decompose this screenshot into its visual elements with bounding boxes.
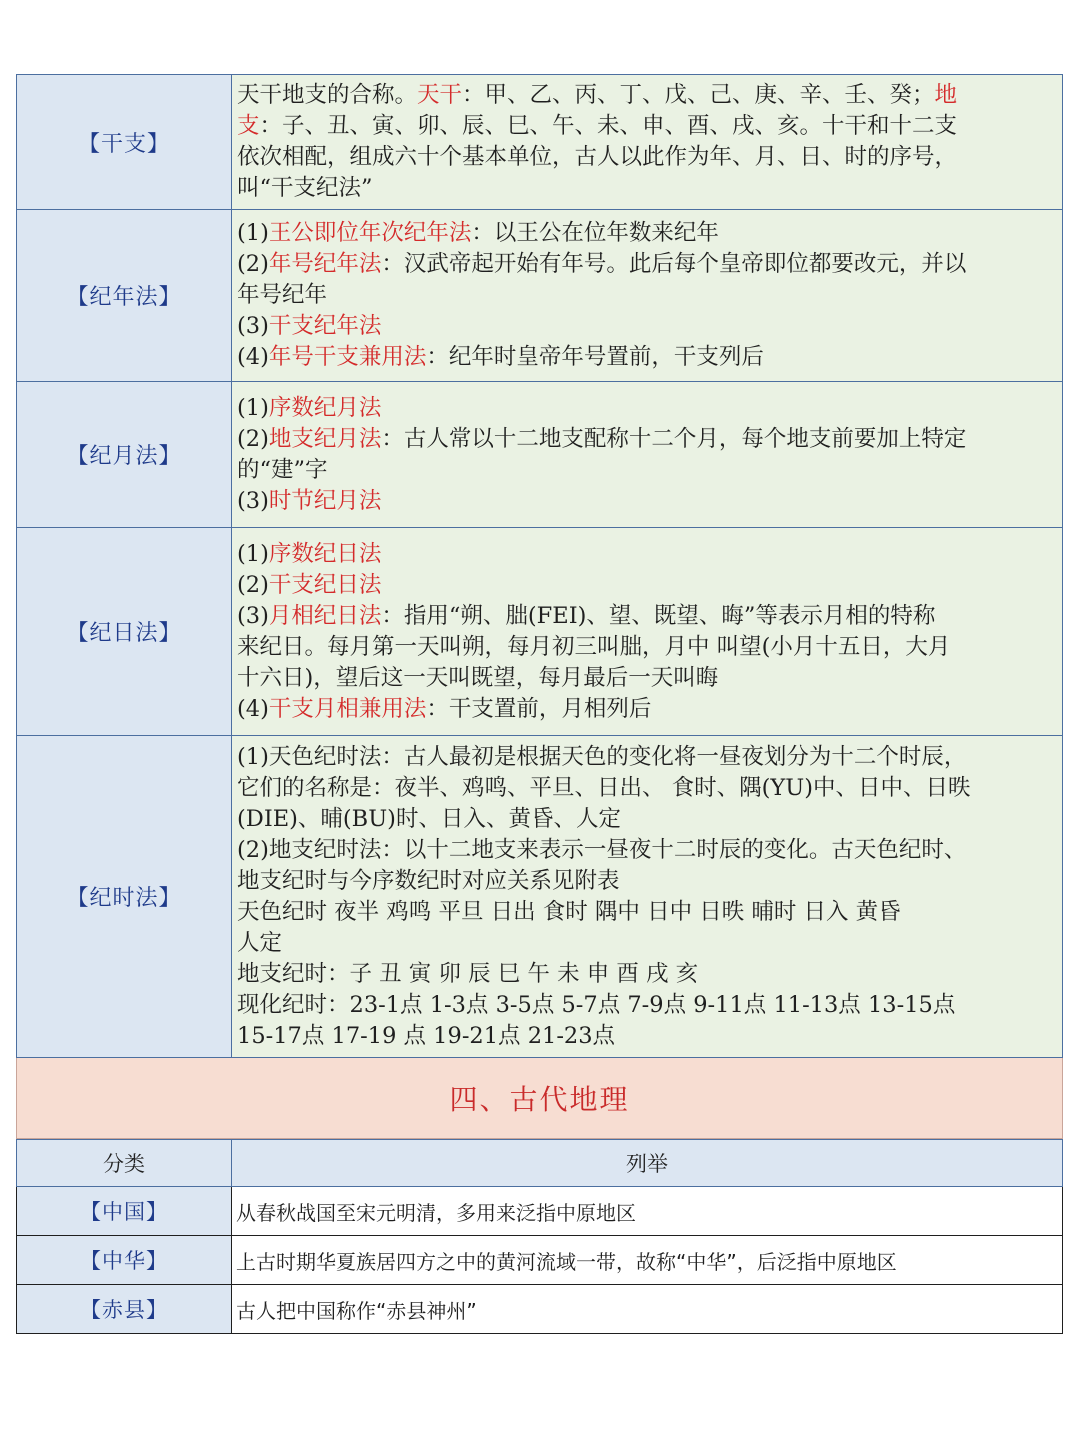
highlighted-term: 序数纪日法 (268, 540, 382, 567)
text-segment: (2) (237, 571, 269, 598)
text-segment: 叫“干支纪法” (237, 175, 373, 201)
highlighted-term: 支 (237, 113, 260, 139)
calendar-row (17, 210, 1063, 382)
text-segment: ：干支置前，月相列后 (426, 695, 652, 722)
description-line (237, 866, 1058, 897)
description-line (237, 342, 1058, 373)
geography-row (17, 1285, 1063, 1334)
description-line (237, 928, 1058, 959)
highlighted-term: 时节纪月法 (268, 487, 382, 514)
section-heading: 四、古代地理 (17, 1058, 1063, 1139)
text-segment: (2) (237, 425, 269, 452)
term-label: 【纪日法】 (17, 528, 232, 736)
geography-description: 古人把中国称作“赤县神州” (232, 1285, 1063, 1334)
description-line (237, 601, 1058, 632)
description-line (237, 1021, 1058, 1052)
highlighted-term: 天干 (417, 82, 463, 108)
geography-term: 【中国】 (17, 1187, 232, 1236)
geography-term: 【中华】 (17, 1236, 232, 1285)
text-segment: (2)地支纪时法：以十二地支来表示一昼夜十二时辰的变化。古天色纪时、 (237, 836, 967, 863)
text-segment: 地支纪时：子 丑 寅 卯 辰 巳 午 未 申 酉 戌 亥 (237, 960, 699, 987)
description-line (237, 218, 1058, 249)
highlighted-term: 年号干支兼用法 (268, 344, 427, 370)
text-segment: 它们的名称是：夜半、鸡鸣、平旦、日出、 食时、隅(YU)中、日中、日昳 (237, 774, 971, 801)
description-line (237, 804, 1058, 835)
description-line (237, 959, 1058, 990)
term-label: 【纪时法】 (17, 736, 232, 1058)
description-line (237, 424, 1058, 455)
description-line (237, 455, 1058, 486)
highlighted-term: 王公即位年次纪年法 (268, 220, 472, 246)
text-segment: (2) (237, 251, 269, 277)
highlighted-term: 干支月相兼用法 (268, 695, 427, 722)
calendar-table-body (17, 75, 1063, 1058)
description-line (237, 694, 1058, 725)
description-line (237, 173, 1058, 204)
description-line (237, 111, 1058, 142)
description-line (237, 280, 1058, 311)
description-line (237, 632, 1058, 663)
calendar-row (17, 75, 1063, 210)
term-description (232, 528, 1063, 736)
text-segment: 来纪日。每月第一天叫朔，每月初三叫朏，月中 叫望(小月十五日，大月 (237, 633, 951, 660)
description-line (237, 835, 1058, 866)
text-segment: ：古人常以十二地支配称十二个月，每个地支前要加上特定 (381, 425, 967, 452)
calendar-row (17, 528, 1063, 736)
calendar-table (16, 74, 1063, 1139)
geography-table-body (17, 1140, 1063, 1334)
description-line (237, 742, 1058, 773)
highlighted-term: 地 (934, 82, 958, 108)
description-line (237, 570, 1058, 601)
text-segment: 年号纪年 (237, 282, 328, 308)
text-segment: (4) (237, 344, 269, 370)
text-segment: (1) (237, 220, 269, 246)
section-heading-row (17, 1058, 1063, 1139)
term-label: 【干支】 (17, 75, 232, 210)
geography-row (17, 1236, 1063, 1285)
highlighted-term: 干支纪年法 (268, 313, 382, 339)
highlighted-term: 年号纪年法 (268, 251, 382, 277)
highlighted-term: 序数纪月法 (268, 394, 382, 421)
description-line (237, 990, 1058, 1021)
term-description (232, 736, 1063, 1058)
column-header-category: 分类 (17, 1140, 232, 1187)
text-segment: ：子、丑、寅、卯、辰、巳、午、未、申、酉、戌、亥。十干和十二支 (259, 113, 958, 139)
geography-header-row (17, 1140, 1063, 1187)
text-segment: 人定 (237, 929, 283, 956)
highlighted-term: 地支纪月法 (268, 425, 382, 452)
text-segment: (1) (237, 540, 269, 567)
text-segment: 天干地支的合称。 (237, 82, 418, 108)
term-description (232, 382, 1063, 528)
text-segment: ：甲、乙、丙、丁、戊、己、庚、辛、壬、癸； (462, 82, 935, 108)
geography-description: 从春秋战国至宋元明清，多用来泛指中原地区 (232, 1187, 1063, 1236)
description-line (237, 539, 1058, 570)
term-description (232, 210, 1063, 382)
description-line (237, 897, 1058, 928)
text-segment: ：指用“朔、朏(FEI)、望、既望、晦”等表示月相的特称 (381, 602, 936, 629)
text-segment: ：汉武帝起开始有年号。此后每个皇帝即位都要改元，并以 (381, 251, 967, 277)
description-line (237, 311, 1058, 342)
text-segment: (3) (237, 602, 269, 629)
text-segment: 现化纪时：23-1点 1-3点 3-5点 5-7点 7-9点 9-11点 11-13点 13-15点 (237, 991, 956, 1018)
description-line (237, 486, 1058, 517)
text-segment: (3) (237, 313, 269, 339)
term-label: 【纪年法】 (17, 210, 232, 382)
description-line (237, 393, 1058, 424)
geography-table (16, 1139, 1063, 1334)
text-segment: 15-17点 17-19 点 19-21点 21-23点 (237, 1022, 616, 1049)
text-segment: 十六日)，望后这一天叫既望，每月最后一天叫晦 (237, 664, 719, 691)
geography-description: 上古时期华夏族居四方之中的黄河流域一带，故称“中华”，后泛指中原地区 (232, 1236, 1063, 1285)
highlighted-term: 干支纪日法 (268, 571, 382, 598)
geography-term: 【赤县】 (17, 1285, 232, 1334)
text-segment: 地支纪时与今序数纪时对应关系见附表 (237, 867, 620, 894)
geography-row (17, 1187, 1063, 1236)
text-segment: (1)天色纪时法：古人最初是根据天色的变化将一昼夜划分为十二个时辰， (237, 743, 967, 770)
term-description (232, 75, 1063, 210)
column-header-examples: 列举 (232, 1140, 1063, 1187)
highlighted-term: 月相纪日法 (268, 602, 382, 629)
text-segment: ：以王公在位年数来纪年 (471, 220, 719, 246)
calendar-row (17, 382, 1063, 528)
text-segment: ：纪年时皇帝年号置前，干支列后 (426, 344, 764, 370)
text-segment: 天色纪时 夜半 鸡鸣 平旦 日出 食时 隅中 日中 日昳 晡时 日入 黄昏 (237, 898, 901, 925)
text-segment: (1) (237, 394, 269, 421)
description-line (237, 773, 1058, 804)
text-segment: 依次相配，组成六十个基本单位，古人以此作为年、月、日、时的序号， (237, 144, 958, 170)
text-segment: (3) (237, 487, 269, 514)
text-segment: 的“建”字 (237, 456, 328, 483)
description-line (237, 80, 1058, 111)
description-line (237, 663, 1058, 694)
text-segment: (4) (237, 695, 269, 722)
description-line (237, 142, 1058, 173)
calendar-row (17, 736, 1063, 1058)
text-segment: (DIE)、晡(BU)时、日入、黄昏、人定 (237, 805, 621, 832)
description-line (237, 249, 1058, 280)
document-sheet (16, 74, 1063, 1334)
term-label: 【纪月法】 (17, 382, 232, 528)
